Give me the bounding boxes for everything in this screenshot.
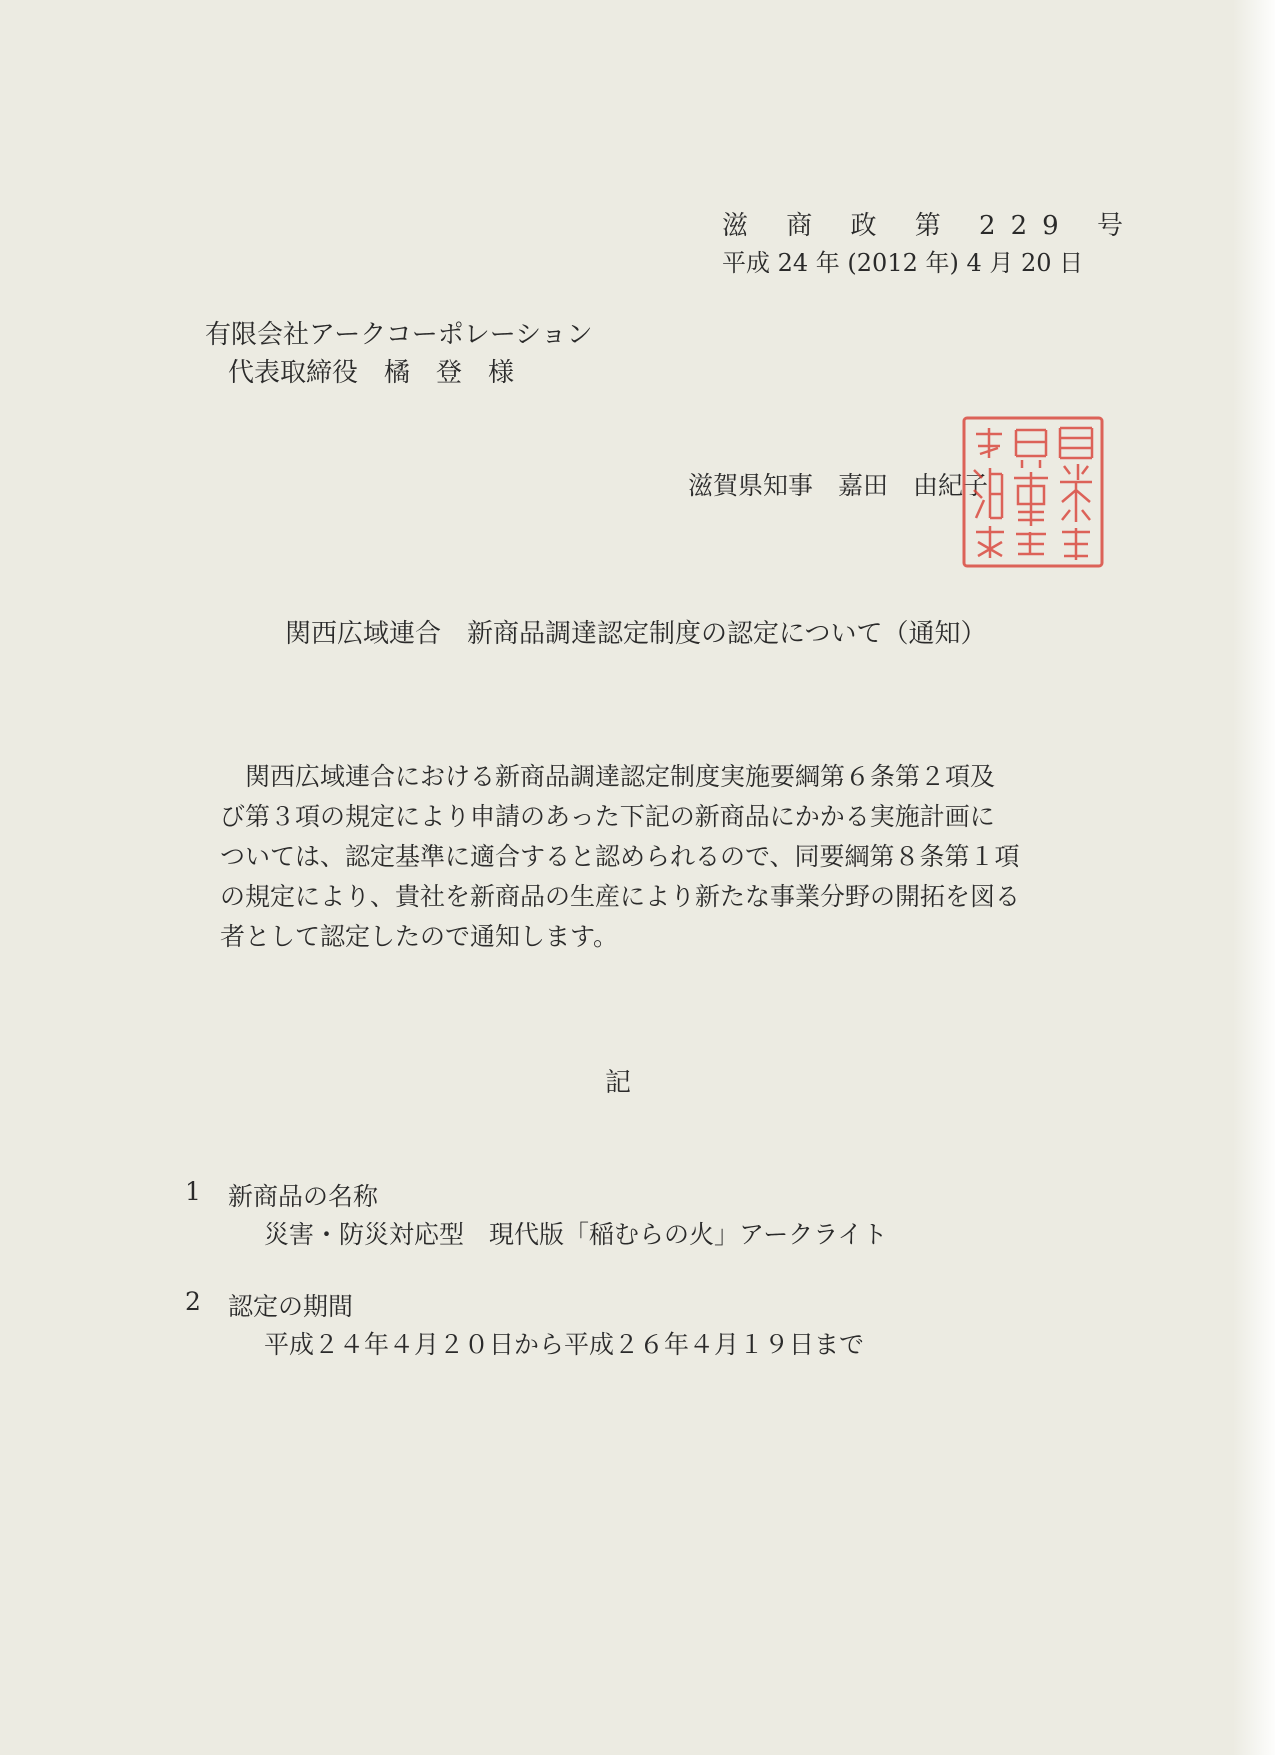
ki-heading: 記 [605,1068,632,1098]
document-date: 平成 24 年 (2012 年) 4 月 20 日 [722,249,1084,277]
sender-name: 滋賀県知事 嘉田 由紀子 [688,471,989,500]
scan-edge [1233,0,1275,1755]
recipient-representative: 代表取締役 橘 登 様 [228,358,515,388]
document-subject: 関西広域連合 新商品調達認定制度の認定について（通知） [285,619,987,649]
item-value: 災害・防災対応型 現代版「稲むらの火」アークライト [264,1220,888,1249]
body-line: 者として認定したので通知します。 [220,922,619,951]
item-number: 1 [185,1177,201,1206]
item-heading: 認定の期間 [228,1292,354,1321]
body-line: 関西広域連合における新商品調達認定制度実施要綱第６条第２項及 [220,762,996,791]
recipient-company: 有限会社アークコーポレーション [205,320,593,350]
body-line: び第３項の規定により申請のあった下記の新商品にかかる実施計画に [220,802,995,831]
official-seal [960,414,1106,570]
item-value: 平成２４年４月２０日から平成２６年４月１９日まで [264,1330,865,1359]
body-line: の規定により、貴社を新商品の生産により新たな事業分野の開拓を図る [220,882,1021,911]
document-number: 滋 商 政 第 229 号 [722,211,1138,241]
body-text [220,757,1020,957]
item-number: 2 [185,1287,201,1316]
body-line: ついては、認定基準に適合すると認められるので、同要綱第８条第１項 [220,842,1020,871]
item-heading: 新商品の名称 [228,1182,379,1211]
